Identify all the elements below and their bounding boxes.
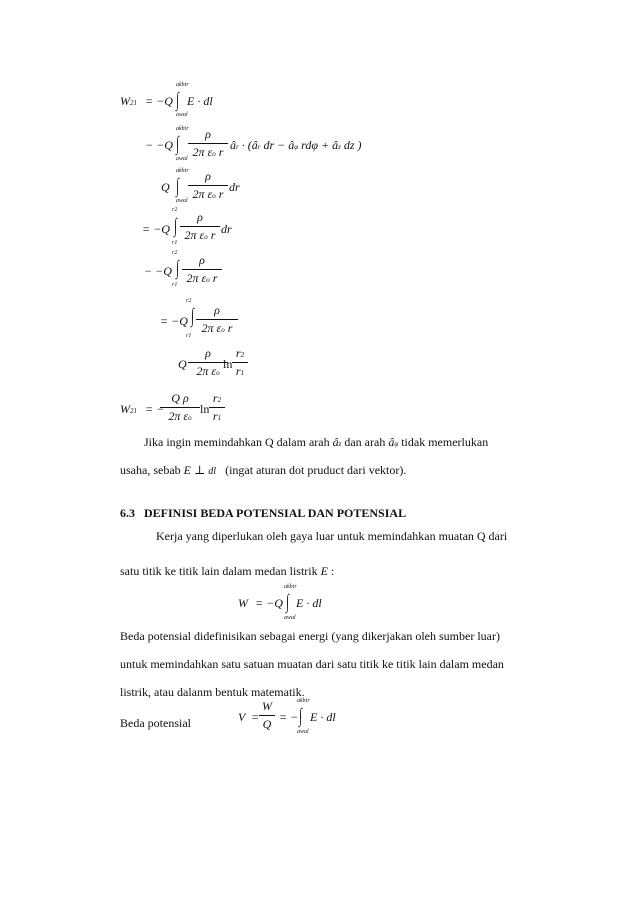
fraction-5-den: 2π εo r	[186, 271, 218, 285]
fraction-7-den: 2π εo	[196, 364, 220, 378]
integral-sign-6: ∫	[191, 305, 195, 327]
potential-lower-limit: awal	[297, 729, 309, 735]
relation-3: Q	[161, 180, 170, 194]
potential-upper-limit: akhir	[297, 698, 310, 704]
relation-6: = −Q	[160, 314, 188, 328]
integrand-1: E · dl	[187, 94, 213, 108]
fraction-2	[188, 127, 228, 160]
fraction-2-den: 2π εo r	[192, 145, 224, 159]
potential-fraction-den: Q	[262, 717, 272, 731]
paragraph-direction: Jika ingin memindahkan Q dalam arah âz dan arah âφ tidak memerlukan	[144, 435, 489, 449]
integral-sign-4: ∫	[174, 215, 178, 237]
upper-limit-2: akhir	[176, 126, 189, 132]
potential-relation-2: = −	[279, 710, 299, 724]
relation-1: = −Q	[145, 94, 173, 108]
work-lhs: W	[238, 596, 248, 610]
ratio-7-num: r2	[235, 346, 245, 360]
fraction-6-num: ρ	[214, 303, 220, 317]
upper-limit-3: akhir	[176, 168, 189, 174]
relation-5: − −Q	[144, 264, 172, 278]
paragraph-potential-def	[120, 622, 546, 706]
section-heading	[120, 506, 406, 521]
fraction-3-num: ρ	[205, 169, 211, 183]
fraction-7-num: ρ	[205, 346, 211, 360]
fraction-6-den: 2π εo r	[201, 321, 233, 335]
fraction-5-num: ρ	[199, 253, 205, 267]
potential-lhs: V	[238, 710, 246, 724]
potential-label: Beda potensial	[120, 716, 191, 730]
integral-sign-5: ∫	[176, 257, 180, 279]
relation-2: − −Q	[145, 138, 173, 152]
upper-limit-5: r2	[172, 250, 178, 256]
w21-lhs-final: W21	[120, 402, 137, 416]
ratio-7	[232, 346, 248, 379]
fraction-3-den: 2π εo r	[192, 187, 224, 201]
section-title: DEFINISI BEDA POTENSIAL DAN POTENSIAL	[144, 506, 407, 520]
fraction-8-den: 2π εo	[168, 409, 192, 423]
ratio-8-den: r1	[212, 409, 222, 423]
paragraph-potential-line2: untuk memindahkan satu satuan muatan dari satu titik ke titik lain dalam medan	[120, 657, 504, 671]
lower-limit-6: r1	[186, 333, 192, 339]
paragraph-direction-line2: usaha, sebab E ⊥ dl (ingat aturan dot pruduct dari vektor).	[120, 463, 407, 477]
upper-limit-6: r2	[186, 298, 192, 304]
potential-fraction	[259, 699, 275, 732]
integral-sign-2: ∫	[176, 133, 180, 155]
work-integrand: E · dl	[296, 596, 322, 610]
potential-integrand: E · dl	[310, 710, 336, 724]
work-upper-limit: akhir	[284, 584, 297, 590]
lower-limit-3: awal	[176, 198, 188, 204]
w21-lhs: W21	[120, 94, 137, 108]
relation-7: Q	[178, 357, 187, 371]
relation-4: = −Q	[142, 222, 170, 236]
fraction-3	[188, 169, 228, 202]
upper-limit-4: r2	[172, 207, 178, 213]
ratio-7-den: r1	[235, 364, 245, 378]
fraction-6	[196, 303, 238, 336]
fraction-4-den: 2π εo r	[184, 228, 216, 242]
lower-limit-1: awal	[176, 112, 188, 118]
work-relation: = −Q	[255, 596, 283, 610]
vector-terms-2: âr · (âr dr − âφ rdφ + âz dz )	[230, 138, 362, 152]
paragraph-potential-line1: Beda potensial didefinisikan sebagai energi (yang dikerjakan oleh sumber luar)	[120, 629, 500, 643]
work-integral-sign: ∫	[286, 591, 290, 613]
ln-8: ln	[200, 402, 210, 416]
fraction-8-num: Q ρ	[171, 391, 189, 405]
fraction-4	[180, 210, 220, 243]
ratio-8	[209, 391, 225, 424]
integral-sign-1: ∫	[176, 89, 180, 111]
relation-8: = −	[145, 402, 165, 416]
fraction-2-num: ρ	[205, 127, 211, 141]
fraction-8	[160, 391, 200, 424]
fraction-4-num: ρ	[197, 210, 203, 224]
fraction-5	[182, 253, 222, 286]
paragraph-work: Kerja yang diperlukan oleh gaya luar untuk memindahkan muatan Q dari	[156, 529, 508, 543]
lower-limit-5: r1	[172, 282, 178, 288]
potential-integral-sign: ∫	[299, 705, 303, 727]
lower-limit-4: r1	[172, 240, 178, 246]
ratio-8-num: r2	[212, 391, 222, 405]
potential-relation: =	[251, 710, 260, 724]
upper-limit-1: akhir	[176, 82, 189, 88]
integral-sign-3: ∫	[176, 175, 180, 197]
potential-fraction-num: W	[262, 699, 272, 713]
paragraph-potential-line3: listrik, atau dalanm bentuk matematik.	[120, 685, 305, 699]
paragraph-work-line2: satu titik ke titik lain dalam medan listrik E :	[120, 564, 335, 578]
differential-4: dr	[221, 222, 232, 236]
fraction-7	[188, 346, 228, 379]
differential-3: dr	[229, 180, 240, 194]
work-lower-limit: awal	[284, 615, 296, 621]
ln-7: ln	[223, 357, 233, 371]
lower-limit-2: awal	[176, 156, 188, 162]
section-number: 6.3	[120, 506, 135, 520]
